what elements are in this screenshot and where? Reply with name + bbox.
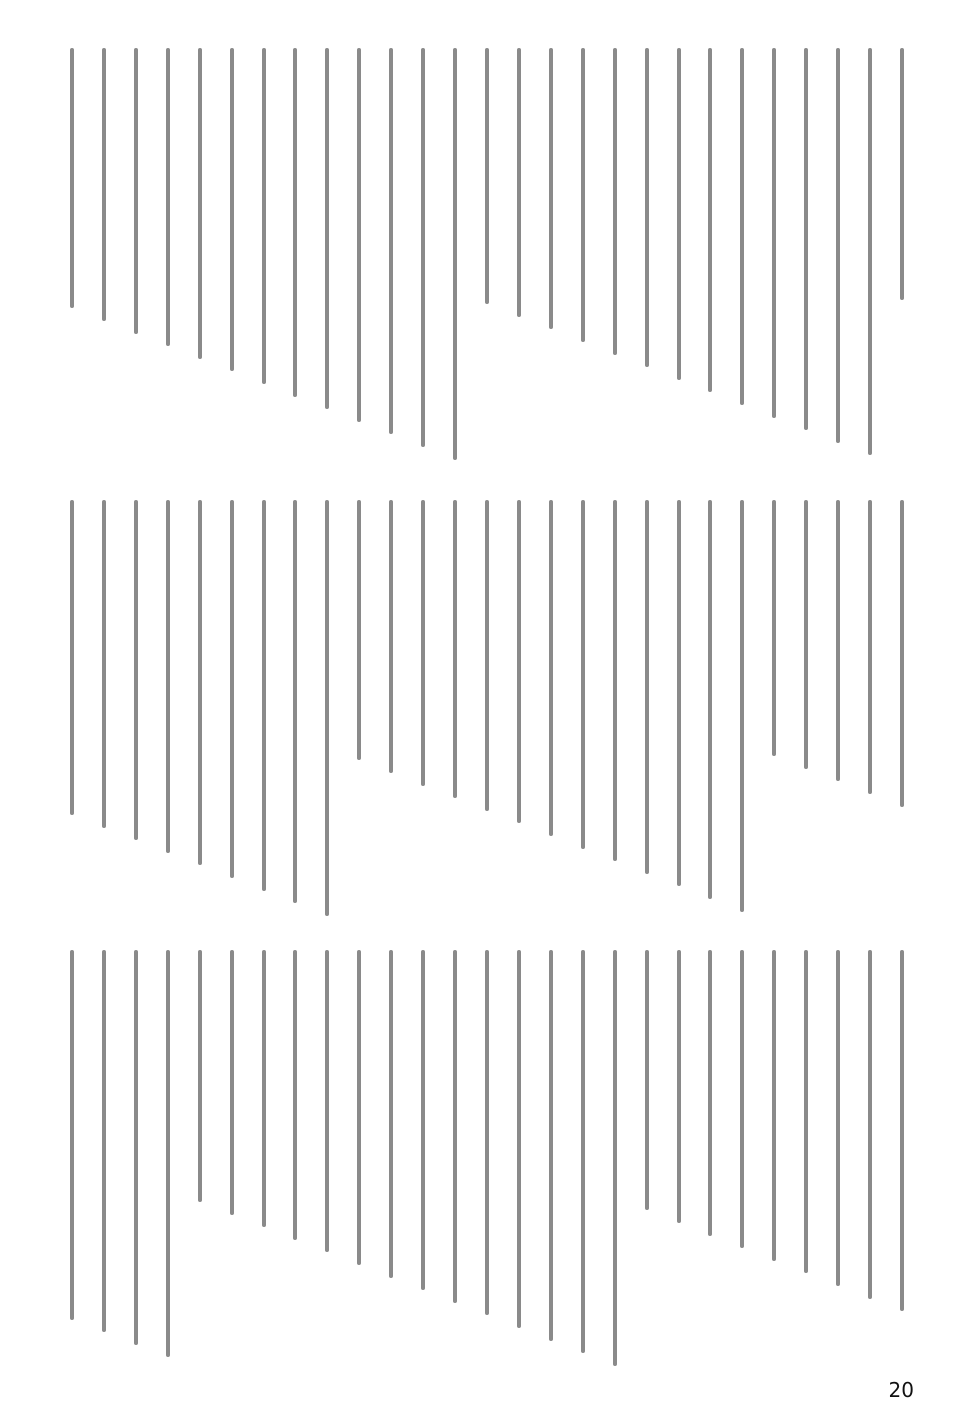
text-column: [860, 950, 880, 1370]
text-column: [190, 950, 210, 1370]
text-column: [764, 500, 784, 920]
text-column: [573, 950, 593, 1370]
text-tier-middle: [62, 500, 912, 920]
text-column: [158, 48, 178, 468]
text-column: [605, 500, 625, 920]
text-column: [158, 950, 178, 1370]
text-column: [445, 500, 465, 920]
text-column: [509, 950, 529, 1370]
text-column: [637, 500, 657, 920]
text-column: [349, 48, 369, 468]
text-column: [413, 48, 433, 468]
text-column: [222, 48, 242, 468]
text-column: [62, 950, 82, 1370]
text-column: [445, 950, 465, 1370]
text-column: [381, 950, 401, 1370]
text-column: [445, 48, 465, 468]
text-column: [892, 500, 912, 920]
text-column: [541, 950, 561, 1370]
text-column: [637, 48, 657, 468]
text-column: [477, 48, 497, 468]
text-column: [94, 950, 114, 1370]
text-column: [317, 950, 337, 1370]
text-column: [700, 48, 720, 468]
text-column: [254, 500, 274, 920]
text-column: [828, 500, 848, 920]
text-column: [637, 950, 657, 1370]
text-column: [605, 950, 625, 1370]
text-column: [222, 950, 242, 1370]
text-column: [700, 950, 720, 1370]
text-column: [860, 48, 880, 468]
text-column: [669, 500, 689, 920]
text-column: [700, 500, 720, 920]
text-column: [605, 48, 625, 468]
text-column: [796, 950, 816, 1370]
text-column: [669, 48, 689, 468]
text-column: [190, 500, 210, 920]
column-block: [62, 48, 912, 468]
text-column: [126, 500, 146, 920]
text-column: [828, 48, 848, 468]
text-column: [190, 48, 210, 468]
text-tier-top: [62, 48, 912, 468]
text-column: [477, 950, 497, 1370]
text-column: [573, 48, 593, 468]
text-column: [732, 950, 752, 1370]
text-column: [94, 500, 114, 920]
text-column: [413, 950, 433, 1370]
text-column: [62, 500, 82, 920]
column-block: [62, 500, 912, 920]
text-column: [573, 500, 593, 920]
text-column: [285, 950, 305, 1370]
text-column: [381, 500, 401, 920]
text-column: [317, 48, 337, 468]
text-column: [285, 500, 305, 920]
text-column: [94, 48, 114, 468]
text-column: [285, 48, 305, 468]
text-column: [222, 500, 242, 920]
text-column: [860, 500, 880, 920]
text-column: [509, 500, 529, 920]
text-column: [62, 48, 82, 468]
text-column: [764, 48, 784, 468]
text-column: [254, 950, 274, 1370]
text-tier-bottom: [62, 950, 912, 1370]
text-column: [892, 48, 912, 468]
text-column: [541, 48, 561, 468]
text-column: [381, 48, 401, 468]
text-column: [796, 48, 816, 468]
text-column: [764, 950, 784, 1370]
text-column: [349, 500, 369, 920]
text-column: [796, 500, 816, 920]
text-column: [254, 48, 274, 468]
text-column: [413, 500, 433, 920]
text-column: [509, 48, 529, 468]
text-column: [669, 950, 689, 1370]
text-column: [892, 950, 912, 1370]
page-number: 20: [888, 1378, 914, 1402]
text-column: [477, 500, 497, 920]
column-block: [62, 950, 912, 1370]
text-column: [732, 500, 752, 920]
text-column: [126, 950, 146, 1370]
text-column: [158, 500, 178, 920]
text-column: [317, 500, 337, 920]
text-column: [828, 950, 848, 1370]
text-column: [349, 950, 369, 1370]
text-column: [732, 48, 752, 468]
text-column: [126, 48, 146, 468]
text-column: [541, 500, 561, 920]
